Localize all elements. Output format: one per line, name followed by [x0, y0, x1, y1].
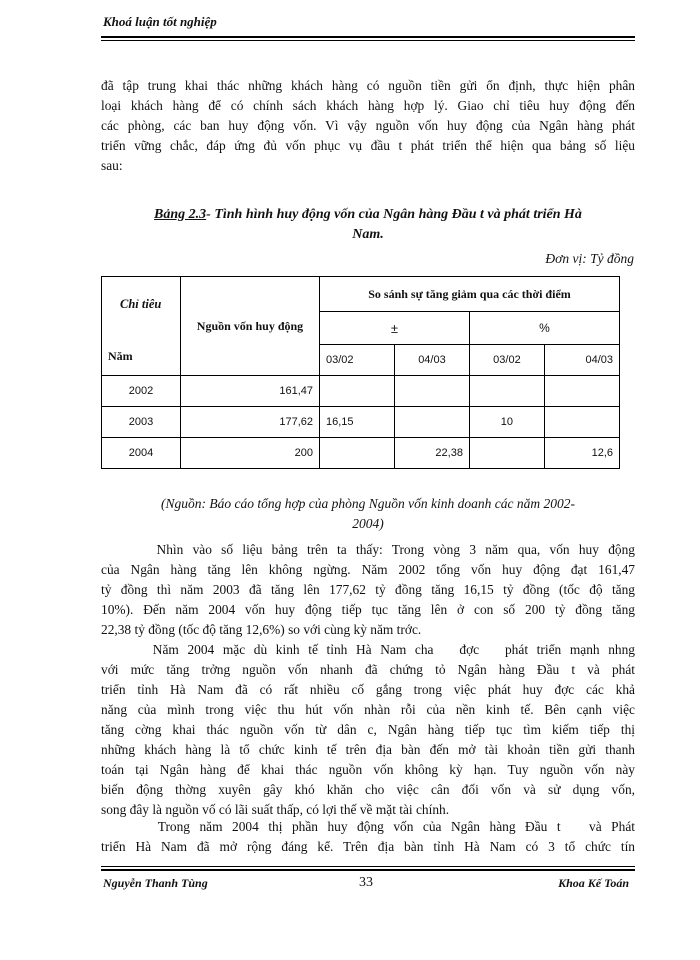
- pct-cell: 12,6: [544, 438, 619, 469]
- header-chitieu-nam: [102, 277, 181, 376]
- header-nam: Năm: [108, 349, 133, 363]
- text-line: Nhìn vào số liệu bảng trên ta thấy: Trong vòng 3 năm qua, vốn huy động: [101, 542, 635, 557]
- table-caption: [101, 205, 635, 245]
- text-line: Năm 2004 mặc dù kinh tế tỉnh Hà Nam cha đợc phát triển mạnh nhng: [101, 642, 635, 657]
- header-nguon: Nguồn vốn huy động: [181, 277, 320, 376]
- page-number: 33: [359, 875, 373, 890]
- table-title-line1: - Tình hình huy động vốn của Ngân hàng Đầu t và phát triển Hà: [206, 207, 582, 222]
- text-line: với mức tăng trởng nguồn vốn nhanh đã chứng tỏ Ngân hàng Đầu t và phát: [101, 662, 635, 677]
- text-line: triển tỉnh Hà Nam đã có rất nhiều cố gắng trong việc phát huy đợc các khả: [101, 682, 635, 697]
- header-sosanh: So sánh sự tăng giảm qua các thời điểm: [320, 277, 620, 312]
- value-cell: 177,62: [181, 407, 320, 438]
- text-line: triển Hà Nam đã mở rộng đáng kể. Trên địa bàn tỉnh Hà Nam có 3 tổ chức tín: [101, 839, 635, 854]
- footer-author: Nguyễn Thanh Tùng: [103, 876, 208, 890]
- text-line: toán tại Ngân hàng để khai thác nguồn vốn không kỳ hạn. Tuy nguồn vốn này: [101, 762, 635, 777]
- text-line: tăng cờng khai thác nguồn vốn từ dân c, Ngân hàng tiếp tục tìm kiếm tiếp thị: [101, 722, 635, 737]
- pct-cell: [544, 376, 619, 407]
- text-line: của Ngân hàng tăng lên không ngừng. Năm 2002 tổng vốn huy động đạt 161,47: [101, 562, 635, 577]
- subheader-cell: 04/03: [544, 345, 619, 376]
- diff-cell: [320, 438, 395, 469]
- text-line: triển vững chắc, đáp ứng đủ vốn phục vụ đầu t phát triển thể hiện qua bảng số liệu: [101, 138, 635, 153]
- pct-cell: [544, 407, 619, 438]
- text-line: song đây là nguồn vố có lãi suất thấp, có lợi thế về mặt tài chính.: [101, 802, 450, 817]
- paragraph-2004: [101, 640, 635, 820]
- table-label: Bảng 2.3: [154, 207, 207, 222]
- paragraph-analysis: [101, 540, 635, 640]
- pct-cell: [469, 376, 544, 407]
- capital-table: [101, 276, 620, 469]
- header-percent: %: [469, 312, 619, 345]
- page-header: [101, 14, 635, 36]
- text-line: tỷ đồng thì năm 2003 đã tăng lên 177,62 tỷ đồng tăng 16,15 tỷ đồng (tốc độ tăng: [101, 582, 635, 597]
- footer-rule-thick: [101, 869, 635, 871]
- text-line: đã tập trung khai thác những khách hàng có nguồn tiền gửi ổn định, thực hiện phân: [101, 78, 635, 93]
- text-line: sau:: [101, 158, 123, 173]
- source-line2: 2004): [352, 516, 384, 531]
- table-row: [102, 407, 620, 438]
- year-cell: 2002: [102, 376, 181, 407]
- header-rule-thin: [101, 40, 635, 41]
- subheader-cell: 03/02: [469, 345, 544, 376]
- diff-cell: [320, 376, 395, 407]
- footer-rule-thin: [101, 866, 635, 867]
- text-line: 22,38 tỷ đồng (tốc độ tăng 12,6%) so với cùng kỳ năm trớc.: [101, 622, 422, 637]
- pct-cell: [469, 438, 544, 469]
- intro-paragraph: [101, 76, 635, 176]
- text-line: Trong năm 2004 thị phần huy động vốn của Ngân hàng Đầu t và Phát: [101, 819, 635, 834]
- header-chitieu: Chỉ tiêu: [120, 297, 162, 311]
- diff-cell: 22,38: [394, 438, 469, 469]
- source-line1: (Nguồn: Báo cáo tổng hợp của phòng Nguồn vốn kinh doanh các năm 2002-: [160, 496, 576, 511]
- pct-cell: 10: [469, 407, 544, 438]
- unit-label: Đơn vị: Tỷ đồng: [545, 251, 634, 266]
- text-line: loại khách hàng để có chính sách khách hàng hợp lý. Giao chỉ tiêu huy động đến: [101, 98, 635, 113]
- diff-cell: 16,15: [320, 407, 395, 438]
- year-cell: 2003: [102, 407, 181, 438]
- table-title-line2: Nam.: [352, 227, 384, 242]
- table-row: [102, 376, 620, 407]
- text-line: những khách hàng là tổ chức kinh tế trên địa bàn đến mở tài khoản tiền gửi thanh: [101, 742, 635, 757]
- diff-cell: [394, 376, 469, 407]
- table-row: [102, 438, 620, 469]
- text-line: biến động thờng xuyên gây khó khăn cho việc cân đối vốn và sử dụng vốn,: [101, 782, 635, 797]
- header-plusminus: ±: [320, 312, 470, 345]
- footer-dept: Khoa Kế Toán: [558, 876, 629, 890]
- source-note: [101, 494, 635, 534]
- text-line: 10%). Đến năm 2004 vốn huy động tiếp tục tăng lên ở con số 200 tỷ đồng tăng: [101, 602, 635, 617]
- paragraph-market-share: [101, 817, 635, 857]
- text-line: các phòng, các ban huy động vốn. Vì vậy nguồn vốn huy động của Ngân hàng phát: [101, 118, 635, 133]
- subheader-cell: 04/03: [394, 345, 469, 376]
- header-title: Khoá luận tốt nghiệp: [103, 14, 217, 29]
- year-cell: 2004: [102, 438, 181, 469]
- diff-cell: [394, 407, 469, 438]
- header-rule-thick: [101, 36, 635, 38]
- subheader-cell: 03/02: [320, 345, 395, 376]
- value-cell: 161,47: [181, 376, 320, 407]
- page-footer: [101, 872, 635, 892]
- text-line: năng của mình trong việc thu hút vốn nhàn rỗi của nền kinh tế. Bên cạnh việc: [101, 702, 635, 717]
- value-cell: 200: [181, 438, 320, 469]
